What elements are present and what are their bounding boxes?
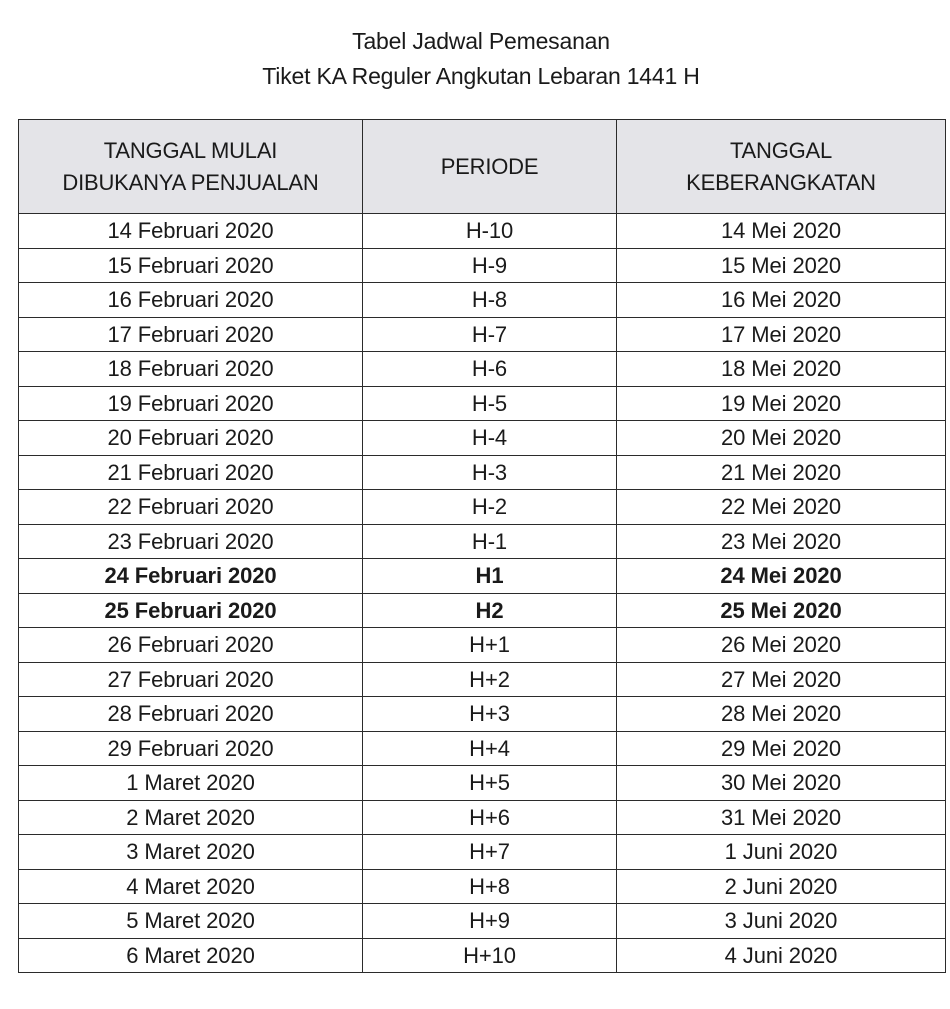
table-row <box>19 421 946 456</box>
departure-date-cell: 31 Mei 2020 <box>617 800 946 835</box>
period-cell: H+3 <box>363 697 617 732</box>
table-row <box>19 731 946 766</box>
departure-date-cell: 21 Mei 2020 <box>617 455 946 490</box>
sale-start-date-cell: 5 Maret 2020 <box>19 904 363 939</box>
table-body <box>19 214 946 973</box>
header-period-label: PERIODE <box>440 153 539 179</box>
period-cell: H-2 <box>363 490 617 525</box>
period-cell: H+8 <box>363 869 617 904</box>
sale-start-date-cell: 3 Maret 2020 <box>19 835 363 870</box>
table-row <box>19 386 946 421</box>
departure-date-cell: 3 Juni 2020 <box>617 904 946 939</box>
table-row <box>19 766 946 801</box>
departure-date-cell: 15 Mei 2020 <box>617 248 946 283</box>
document-title <box>0 24 950 94</box>
table-header-row <box>19 120 946 214</box>
departure-date-cell: 14 Mei 2020 <box>617 214 946 249</box>
departure-date-cell: 26 Mei 2020 <box>617 628 946 663</box>
sale-start-date-cell: 16 Februari 2020 <box>19 283 363 318</box>
departure-date-cell: 23 Mei 2020 <box>617 524 946 559</box>
period-cell: H+6 <box>363 800 617 835</box>
sale-start-date-cell: 15 Februari 2020 <box>19 248 363 283</box>
period-cell: H+10 <box>363 938 617 973</box>
sale-start-date-cell: 21 Februari 2020 <box>19 455 363 490</box>
table-row <box>19 662 946 697</box>
table-row <box>19 214 946 249</box>
period-cell: H-4 <box>363 421 617 456</box>
departure-date-cell: 1 Juni 2020 <box>617 835 946 870</box>
table-row <box>19 283 946 318</box>
table-row <box>19 800 946 835</box>
title-line-1: Tabel Jadwal Pemesanan <box>352 28 610 54</box>
table-row <box>19 248 946 283</box>
header-sale-start-line-2: DIBUKANYA PENJUALAN <box>62 169 319 195</box>
table-row <box>19 869 946 904</box>
departure-date-cell: 17 Mei 2020 <box>617 317 946 352</box>
sale-start-date-cell: 22 Februari 2020 <box>19 490 363 525</box>
sale-start-date-cell: 6 Maret 2020 <box>19 938 363 973</box>
header-departure-line-2: KEBERANGKATAN <box>686 169 876 195</box>
table-row <box>19 628 946 663</box>
sale-start-date-cell: 20 Februari 2020 <box>19 421 363 456</box>
departure-date-cell: 29 Mei 2020 <box>617 731 946 766</box>
period-cell: H+5 <box>363 766 617 801</box>
period-cell: H2 <box>363 593 617 628</box>
departure-date-cell: 19 Mei 2020 <box>617 386 946 421</box>
departure-date-cell: 28 Mei 2020 <box>617 697 946 732</box>
departure-date-cell: 20 Mei 2020 <box>617 421 946 456</box>
period-cell: H-10 <box>363 214 617 249</box>
header-sale-start-date <box>19 120 363 214</box>
period-cell: H-9 <box>363 248 617 283</box>
period-cell: H-5 <box>363 386 617 421</box>
table-row <box>19 835 946 870</box>
table-row <box>19 490 946 525</box>
table-row <box>19 904 946 939</box>
sale-start-date-cell: 24 Februari 2020 <box>19 559 363 594</box>
period-cell: H-7 <box>363 317 617 352</box>
departure-date-cell: 24 Mei 2020 <box>617 559 946 594</box>
header-departure-date <box>617 120 946 214</box>
table-row <box>19 455 946 490</box>
period-cell: H+2 <box>363 662 617 697</box>
sale-start-date-cell: 25 Februari 2020 <box>19 593 363 628</box>
sale-start-date-cell: 1 Maret 2020 <box>19 766 363 801</box>
period-cell: H+1 <box>363 628 617 663</box>
period-cell: H1 <box>363 559 617 594</box>
sale-start-date-cell: 14 Februari 2020 <box>19 214 363 249</box>
sale-start-date-cell: 29 Februari 2020 <box>19 731 363 766</box>
table-row <box>19 593 946 628</box>
sale-start-date-cell: 19 Februari 2020 <box>19 386 363 421</box>
sale-start-date-cell: 26 Februari 2020 <box>19 628 363 663</box>
header-period <box>363 120 617 214</box>
period-cell: H-6 <box>363 352 617 387</box>
table-row <box>19 697 946 732</box>
sale-start-date-cell: 17 Februari 2020 <box>19 317 363 352</box>
departure-date-cell: 27 Mei 2020 <box>617 662 946 697</box>
period-cell: H-8 <box>363 283 617 318</box>
table-row <box>19 559 946 594</box>
table-row <box>19 317 946 352</box>
period-cell: H-1 <box>363 524 617 559</box>
title-line-2: Tiket KA Reguler Angkutan Lebaran 1441 H <box>262 63 700 89</box>
sale-start-date-cell: 28 Februari 2020 <box>19 697 363 732</box>
table-row <box>19 352 946 387</box>
departure-date-cell: 30 Mei 2020 <box>617 766 946 801</box>
departure-date-cell: 2 Juni 2020 <box>617 869 946 904</box>
sale-start-date-cell: 27 Februari 2020 <box>19 662 363 697</box>
sale-start-date-cell: 18 Februari 2020 <box>19 352 363 387</box>
table-row <box>19 938 946 973</box>
header-sale-start-line-1: TANGGAL MULAI <box>103 137 278 163</box>
departure-date-cell: 16 Mei 2020 <box>617 283 946 318</box>
period-cell: H+4 <box>363 731 617 766</box>
header-departure-line-1: TANGGAL <box>729 137 833 163</box>
period-cell: H+7 <box>363 835 617 870</box>
departure-date-cell: 4 Juni 2020 <box>617 938 946 973</box>
sale-start-date-cell: 23 Februari 2020 <box>19 524 363 559</box>
departure-date-cell: 25 Mei 2020 <box>617 593 946 628</box>
sale-start-date-cell: 4 Maret 2020 <box>19 869 363 904</box>
period-cell: H+9 <box>363 904 617 939</box>
period-cell: H-3 <box>363 455 617 490</box>
schedule-table <box>18 119 946 973</box>
departure-date-cell: 18 Mei 2020 <box>617 352 946 387</box>
sale-start-date-cell: 2 Maret 2020 <box>19 800 363 835</box>
table-row <box>19 524 946 559</box>
departure-date-cell: 22 Mei 2020 <box>617 490 946 525</box>
